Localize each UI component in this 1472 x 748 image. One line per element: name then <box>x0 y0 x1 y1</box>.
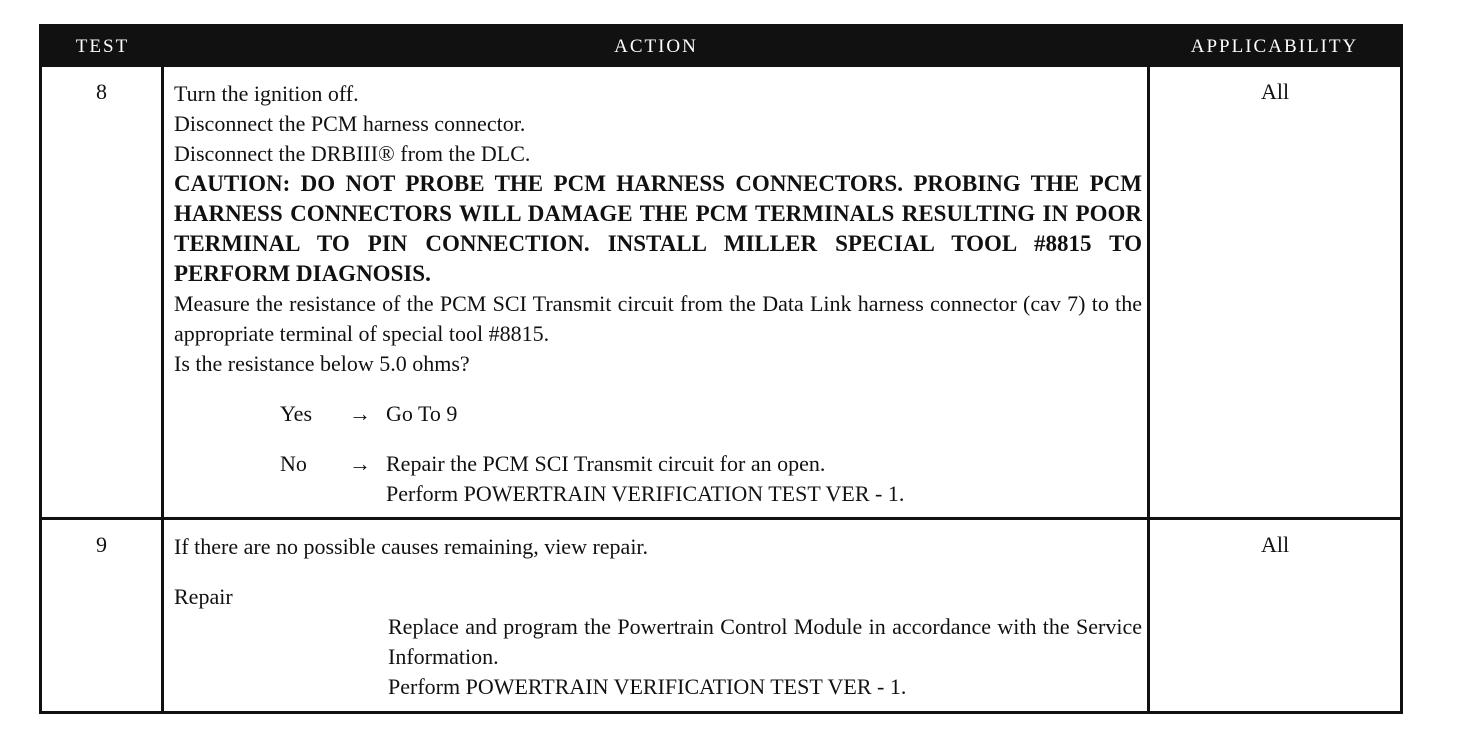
table-row <box>42 67 1400 517</box>
step-text: Disconnect the DRBIII® from the DLC. <box>174 141 531 166</box>
branch-no-label: No <box>280 451 307 476</box>
repair-label: Repair <box>174 584 233 609</box>
step-text: Disconnect the PCM harness connector. <box>174 111 526 136</box>
question-text: Is the resistance below 5.0 ohms? <box>174 351 470 376</box>
branch-no-perform: Perform POWERTRAIN VERIFICATION TEST VER - 1. <box>386 481 905 506</box>
action-cell <box>174 79 1142 509</box>
branch-yes-text: Go To 9 <box>386 401 458 426</box>
action-cell <box>174 532 1142 702</box>
header-test: TEST <box>75 36 130 57</box>
repair-body <box>388 612 1142 702</box>
branch-no-text: Repair the PCM SCI Transmit circuit for an open. <box>386 451 826 476</box>
branch-yes <box>280 399 1142 429</box>
step-text: Turn the ignition off. <box>174 81 359 106</box>
measure-text: Measure the resistance of the PCM SCI Transmit circuit from the Data Link harness connector (cav 7) to the appropriate terminal of special tool #8815. <box>174 291 1142 346</box>
repair-perform: Perform POWERTRAIN VERIFICATION TEST VER - 1. <box>388 674 907 699</box>
applicability-value: All <box>1260 79 1290 104</box>
branch-no <box>280 449 1142 509</box>
branch-yes-label: Yes <box>280 401 313 426</box>
step-text: If there are no possible causes remaining, view repair. <box>174 534 649 559</box>
test-number: 9 <box>96 532 107 557</box>
applicability-value: All <box>1260 532 1290 557</box>
header-applicability: APPLICABILITY <box>1190 36 1359 57</box>
arrow-right-icon: → <box>349 451 371 476</box>
header-action: ACTION <box>614 36 698 57</box>
test-number: 8 <box>96 79 107 104</box>
caution-text: CAUTION: DO NOT PROBE THE PCM HARNESS CONNECTORS. PROBING THE PCM HARNESS CONNECTORS WILL DAMAGE THE PCM TERMINALS RESULTING IN POOR TERMINAL TO PIN CONNECTION. INSTALL MILLER SPECIAL TOOL #8815 TO PERFORM DIAGNOSIS. <box>174 171 1142 286</box>
table-row <box>42 520 1400 710</box>
arrow-right-icon: → <box>349 401 371 426</box>
diagnostic-table <box>39 24 1403 714</box>
repair-text: Replace and program the Powertrain Control Module in accordance with the Service Information. <box>388 614 1142 669</box>
table-header <box>42 27 1400 67</box>
